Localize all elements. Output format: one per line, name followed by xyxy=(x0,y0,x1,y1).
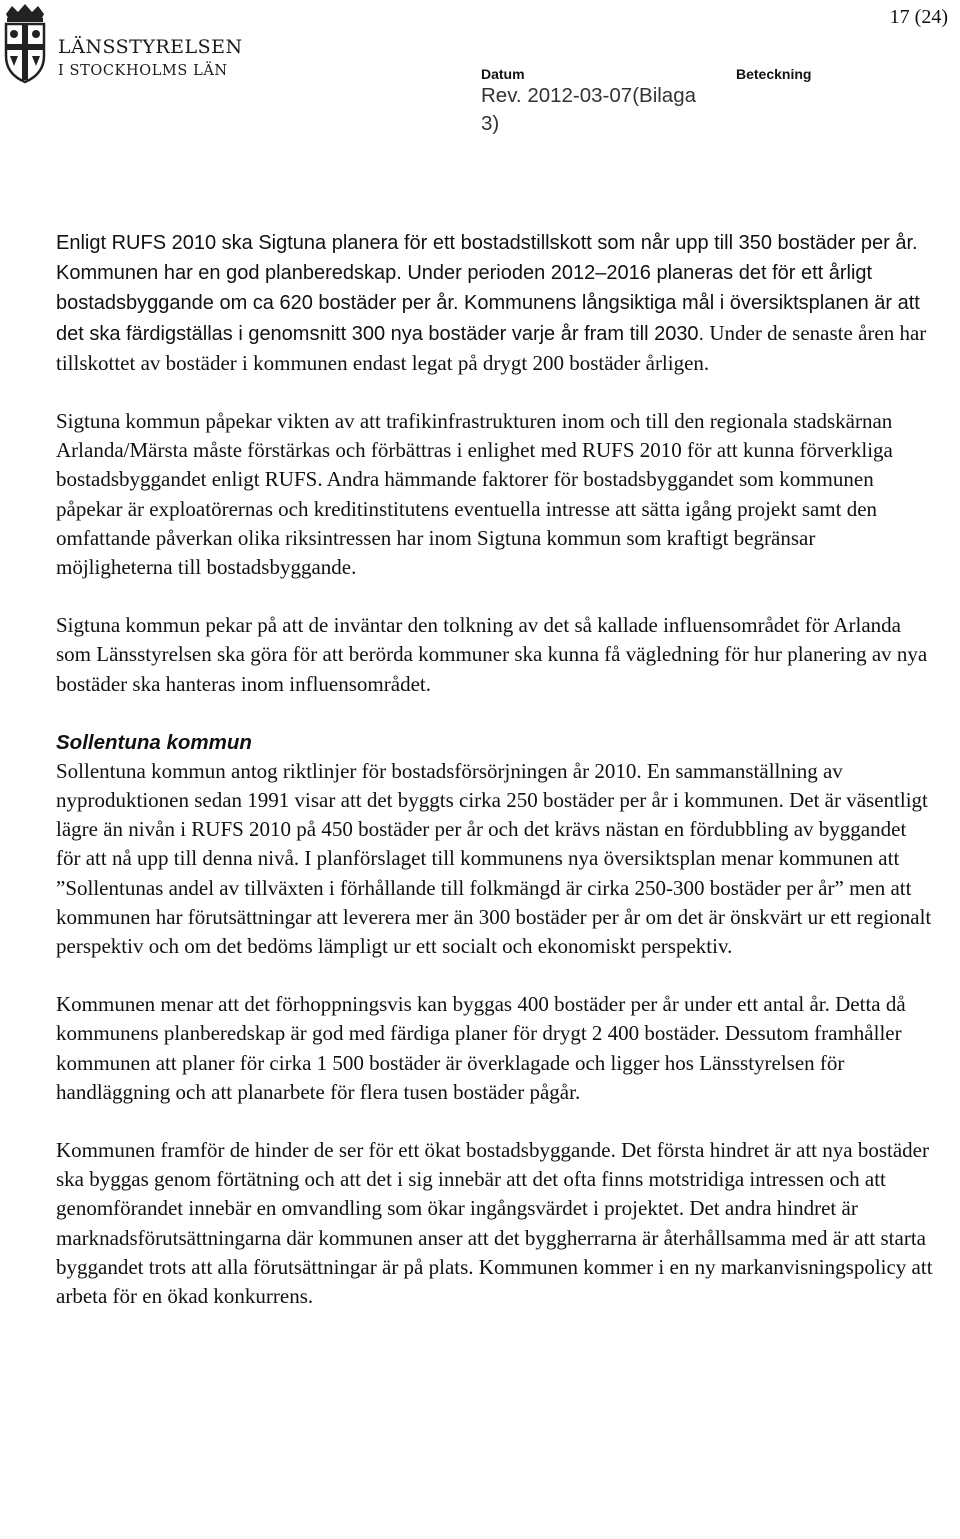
datum-label: Datum xyxy=(481,66,525,82)
paragraph-sollentuna-guidelines: Sollentuna kommun antog riktlinjer för bostadsförsörjningen år 2010. En sammanställning av nyproduktionen sedan 1991 visar att det byggts cirka 250 bostäder per år i kommunen. Det är väsentligt lägre än nivån i RUFS 2010 på 450 bostäder per år och det krävs nästan en fördubbling av byggandet för att nå upp till denna nivå. I planförslaget till kommunens nya översiktsplan menar kommunen att ”Sollentunas andel av tillväxten i förhållande till folkmängd är cirka 250-300 bostäder per år” men att kommunen har förutsättningar att leverera mer än 300 bostäder per år om det är önskvärt ur ett regionalt perspektiv och om det bedöms lämpligt ur ett socialt och ekonomiskt perspektiv. xyxy=(56,758,932,959)
paragraph-sigtuna-planning-part-a: Enligt RUFS 2010 ska Sigtuna planera för ett bostadstillskott som når upp till 350 bostäder per år. Kommunen har en god planberedskap. Under perioden 2012–2016 planeras det för ett årligt bostadsbyggande om ca 620 bostäder per år. Kommunens långsiktiga mål i översiktsplanen är att det ska färdigställas i genomsnitt 300 nya bostäder varje år fram till 2030. xyxy=(56,232,920,345)
datum-value: Rev. 2012-03-07(Bilaga 3) xyxy=(481,84,696,135)
organization-logo xyxy=(2,4,242,84)
document-body xyxy=(56,228,936,1340)
coat-of-arms-icon xyxy=(2,4,48,84)
paragraph-sigtuna-planning-part-b: Under de senaste åren har tillskottet av bostäder i kommunen endast legat på drygt 200 bostäder årligen. xyxy=(56,320,927,375)
paragraph-sollentuna-forecast: Kommunen menar att det förhoppningsvis kan byggas 400 bostäder per år under ett antal år. Detta då kommunens planberedskap är god med färdiga planer för drygt 2 400 bostäder. Dessutom framhåller kommunen att planer för cirka 1 500 bostäder är överklagade och ligger hos Länsstyrelsen för handläggning och att planarbete för flera tusen bostäder pågår. xyxy=(56,992,906,1104)
beteckning-label: Beteckning xyxy=(736,66,812,82)
paragraph-sigtuna-planning xyxy=(56,228,936,378)
paragraph-sigtuna-infrastructure: Sigtuna kommun påpekar vikten av att trafikinfrastrukturen inom och till den regionala stadskärnan Arlanda/Märsta måste förstärkas och förbättras i enlighet med RUFS 2010 för att kunna förverkliga bostadsbyggandet enligt RUFS. Andra hämmande faktorer för bostadsbyggandet som kommunen påpekar är exploatörernas och kreditinstitutens eventuella intresse att sätta igång projekt samt den omfattande påverkan olika riksintressen har inom Sigtuna kommun som kraftigt begränsar möjligheterna till bostadsbyggande. xyxy=(56,409,893,580)
beteckning-block xyxy=(736,66,811,82)
organization-name: LÄNSSTYRELSEN xyxy=(58,36,243,58)
paragraph-sollentuna-obstacles: Kommunen framför de hinder de ser för ett ökat bostadsbyggande. Det första hindret är att nya bostäder ska byggas genom förtätning och att det i sig innebär att det ofta finns motstridiga intressen och att genomförandet innebär en omvandling som ökar ingångsvärdet i projektet. Det andra hindret är marknadsförutsättningarna där kommunen anser att det byggherrarna är återhållsamma med är att starta byggandet trots att alla förutsättningar är på plats. Kommunen kommer i en ny markanvisningspolicy att arbeta för en ökad konkurrens. xyxy=(56,1138,933,1309)
page-number: 17 (24) xyxy=(889,6,948,28)
section-heading-sollentuna: Sollentuna kommun xyxy=(56,730,252,754)
paragraph-sigtuna-influence-area: Sigtuna kommun pekar på att de inväntar den tolkning av det så kallade influensområdet för Arlanda som Länsstyrelsen ska göra för att berörda kommuner ska kunna få vägledning för hur planering av nya bostäder ska hanteras inom influensområdet. xyxy=(56,613,928,696)
datum-block xyxy=(481,66,711,138)
organization-subtitle: I STOCKHOLMS LÄN xyxy=(58,63,228,79)
